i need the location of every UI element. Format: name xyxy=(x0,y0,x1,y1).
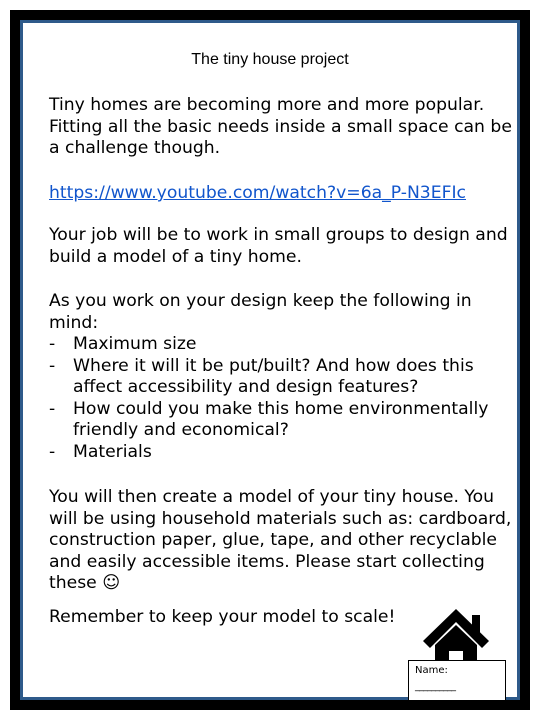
list-item xyxy=(49,356,519,399)
name-label: Name: xyxy=(415,665,448,676)
considerations-lead: As you work on your design keep the following in mind: xyxy=(49,291,472,333)
page-title: The tiny house project xyxy=(191,51,349,68)
list-item-text: Where it will it be put/built? And how does this affect accessibility and design features? xyxy=(73,355,474,397)
name-line: __________ xyxy=(415,681,455,692)
list-item-text: Materials xyxy=(73,441,152,462)
intro-paragraph: Tiny homes are becoming more and more popular. Fitting all the basic needs inside a small space can be a challenge though. xyxy=(49,95,512,158)
page-frame xyxy=(10,10,530,710)
page-sheet xyxy=(20,20,520,700)
dash-bullet: - xyxy=(49,355,56,376)
dash-bullet: - xyxy=(49,398,56,419)
scale-reminder: Remember to keep your model to scale! xyxy=(49,607,396,627)
list-item xyxy=(49,442,519,464)
list-item xyxy=(49,334,519,356)
considerations-section xyxy=(49,291,519,463)
dash-bullet: - xyxy=(49,441,56,462)
dash-bullet: - xyxy=(49,334,56,354)
materials-paragraph: You will then create a model of your tiny house. You will be using household materials such as: cardboard, construction paper, glue, tape, and other recyclable and easily accessible items. Please start collecting these ☺ xyxy=(49,487,512,593)
list-item-text: Maximum size xyxy=(73,334,197,354)
list-item xyxy=(49,399,519,442)
name-box xyxy=(408,660,506,701)
considerations-list xyxy=(49,334,519,463)
list-item-text: How could you make this home environmentally friendly and economical? xyxy=(73,398,489,440)
task-paragraph: Your job will be to work in small groups to design and build a model of a tiny home. xyxy=(49,225,508,267)
video-link[interactable]: https://www.youtube.com/watch?v=6a_P-N3EFIc xyxy=(49,183,466,203)
